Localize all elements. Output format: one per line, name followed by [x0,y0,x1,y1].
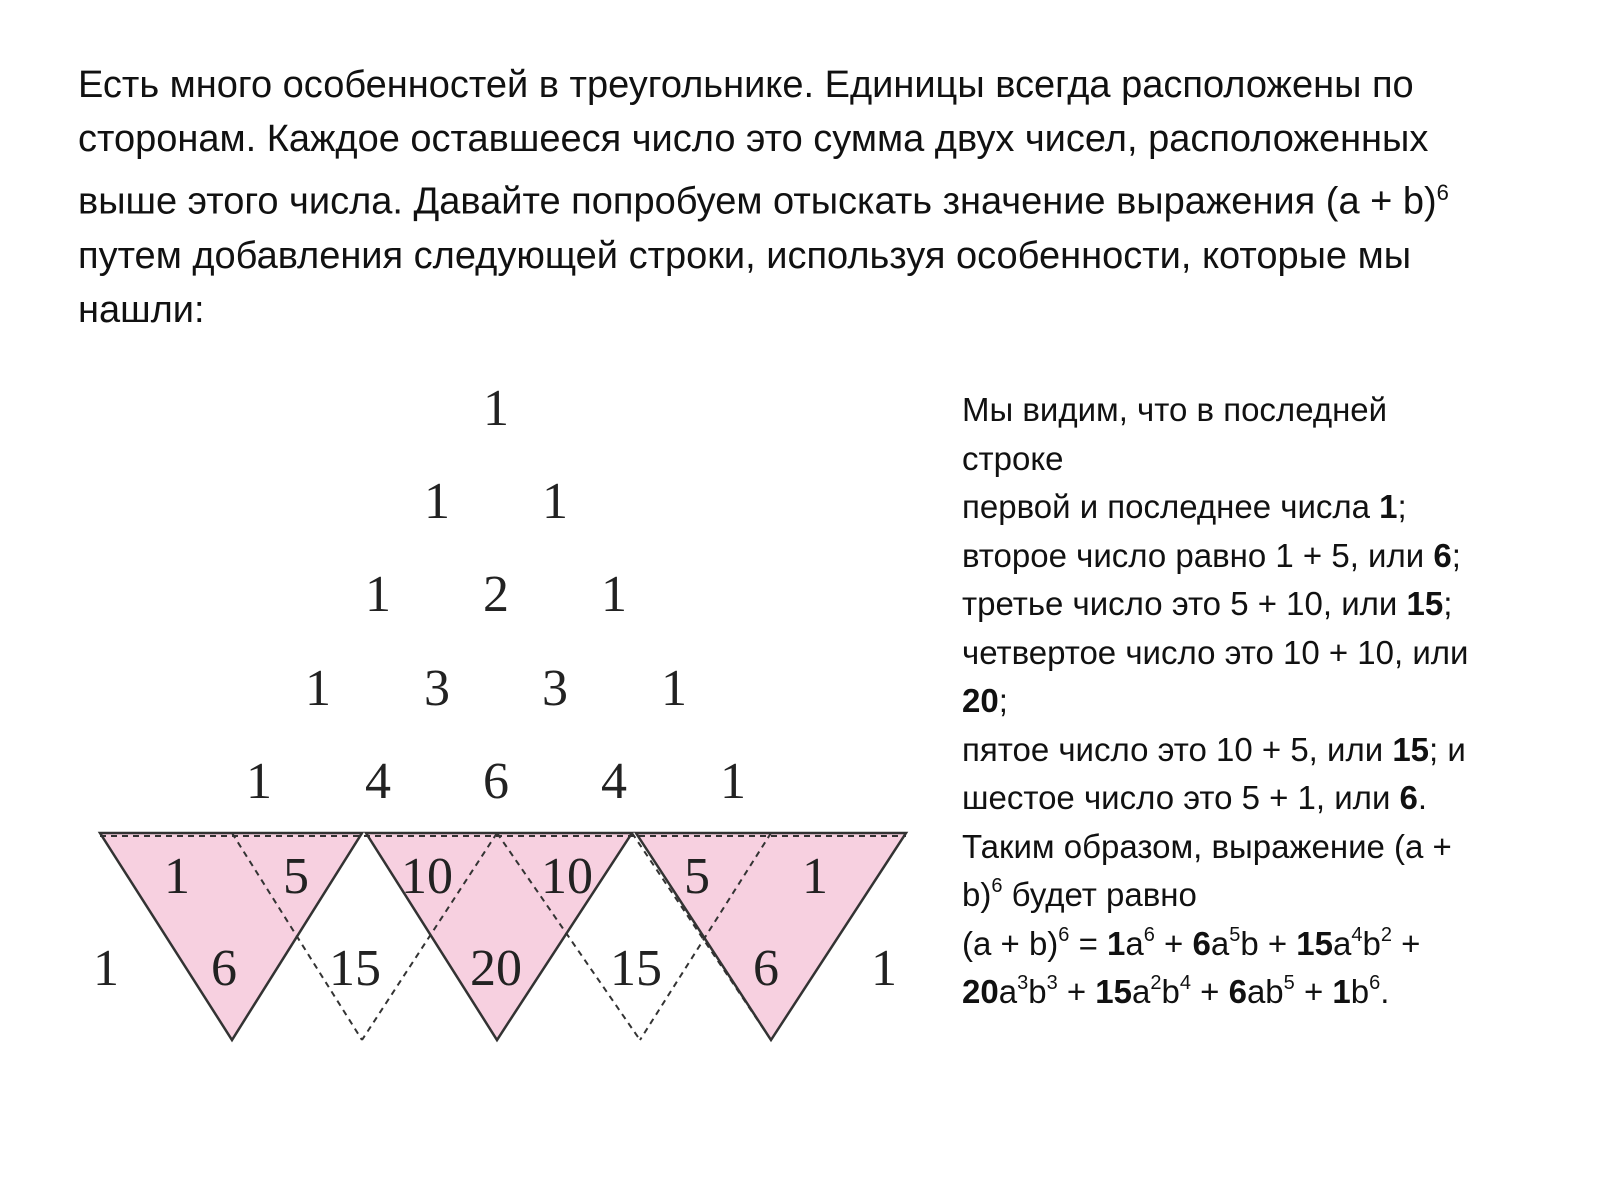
explanation-text [962,386,1562,1017]
pascal-triangle-diagram [0,360,930,1080]
intro-exponent: 6 [1436,180,1449,205]
row5-num5: 1 [802,848,828,905]
row4-num3: 4 [601,753,627,810]
row6-num0: 1 [93,940,119,997]
row3-num1: 3 [424,660,450,717]
row6-num5: 6 [753,940,779,997]
explanation-line-7: 20; [962,682,1008,719]
row5-num4: 5 [684,848,710,905]
row5-num0: 1 [164,848,190,905]
row6-num6: 1 [871,940,897,997]
explanation-line-1: Мы видим, что в последней [962,391,1388,428]
row1-num1: 1 [542,473,568,530]
row6-num3: 20 [470,940,522,997]
explanation-line-6: четвертое число это 10 + 10, или [962,633,1469,671]
intro-paragraph [78,58,1528,337]
intro-text-part1: Есть много особенностей в треугольнике. Единицы всегда расположены по сторонам. Каждое оставшееся число это сумма двух чисел, расположенных выше этого числа. Давайте попробуем отыскать значение выражения (a + b) [78,64,1437,223]
highlight-triangles [100,833,906,1040]
row3-num3: 1 [661,660,687,717]
highlight-triangle-left [100,833,362,1040]
explanation-line-5: третье число это 5 + 10, или 15; [962,585,1453,622]
row0-num0: 1 [483,380,509,437]
explanation-line-9: шестое число это 5 + 1, или 6. [962,779,1428,816]
expansion-equation-line-1: $(a + b)^6 = 1a^6 + 6a^5b + 15a^4b^2$ + [962,923,1421,962]
row6-num4: 15 [610,940,662,997]
row6-num1: 6 [211,940,237,997]
explanation-line-8: пятое число это 10 + 5, или 15; и [962,730,1466,768]
expansion-equation-line-2: $20a^3b^3 + 15a^2b^4 + 6ab^5 + 1b^6$. [962,972,1390,1010]
explanation-line-11: b)$^6$ будет равно [962,875,1197,913]
explanation-line-3: первой и последнее числа 1; [962,488,1407,525]
row1-num0: 1 [424,473,450,530]
row3-num0: 1 [305,660,331,717]
row4-num1: 4 [365,753,391,810]
row5-num1: 5 [283,848,309,905]
row4-num2: 6 [483,753,509,810]
row4-num4: 1 [720,753,746,810]
highlight-triangle-right [636,833,906,1040]
row6-num2: 15 [329,940,381,997]
row5-num3: 10 [541,848,593,905]
row5-num2: 10 [401,848,453,905]
row2-num0: 1 [365,566,391,623]
explanation-line-10: Таким образом, выражение (a + [962,827,1452,865]
explanation-line-2: строке [962,439,1064,477]
row3-num2: 3 [542,660,568,717]
intro-text-part2: путем добавления следующей строки, используя особенности, которые мы нашли: [78,234,1412,331]
row2-num1: 2 [483,566,509,623]
row4-num0: 1 [246,753,272,810]
explanation-line-4: второе число равно 1 + 5, или 6; [962,536,1461,574]
row2-num2: 1 [601,566,627,623]
